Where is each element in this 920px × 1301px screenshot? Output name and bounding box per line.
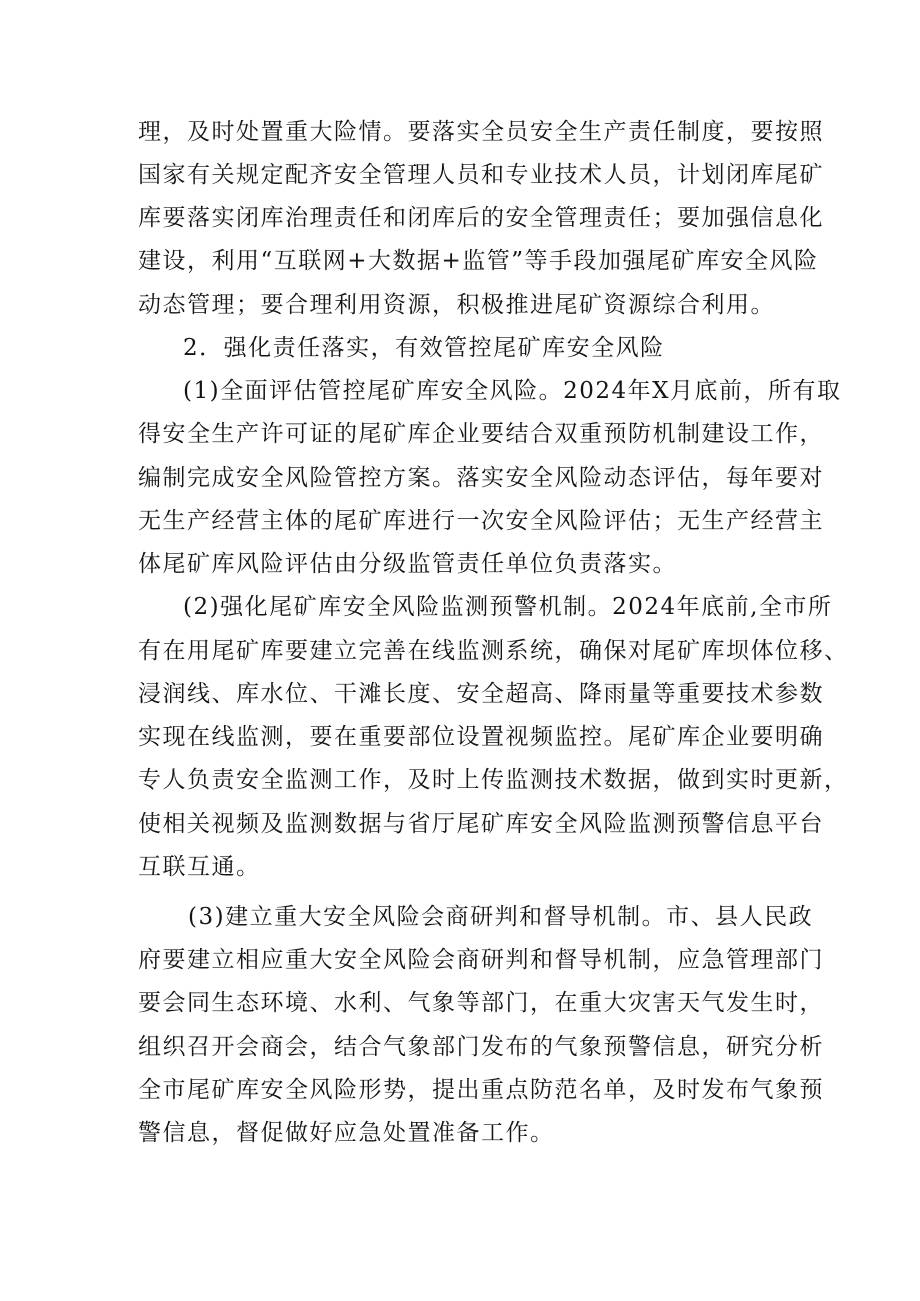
paragraph-line: 理，及时处置重大险情。要落实全员安全生产责任制度，要按照 [138,119,824,145]
paragraph-line: 有在用尾矿库要建立完善在线监测系统，确保对尾矿库坝体位移、 [138,638,849,664]
paragraph-line: 实现在线监测，要在重要部位设置视频监控。尾矿库企业要明确 [138,724,824,750]
paragraph-line: 无生产经营主体的尾矿库进行一次安全风险评估；无生产经营主 [138,508,824,534]
paragraph-line: 库要落实闭库治理责任和闭库后的安全管理责任；要加强信息化 [138,205,824,231]
paragraph-line: 全市尾矿库安全风险形势，提出重点防范名单，及时发布气象预 [138,1077,824,1103]
paragraph-line: 府要建立相应重大安全风险会商研判和督导机制，应急管理部门 [138,947,824,973]
section-heading: 2．强化责任落实，有效管控尾矿库安全风险 [183,335,665,361]
paragraph-line: 专人负责安全监测工作，及时上传监测技术数据，做到实时更新， [138,767,849,793]
paragraph-line: 动态管理；要合理利用资源，积极推进尾矿资源综合利用。 [138,292,775,318]
paragraph-line: 使相关视频及监测数据与省厅尾矿库安全风险监测预警信息平台 [138,811,824,837]
paragraph-line: (1)全面评估管控尾矿库安全风险。2024年X月底前，所有取 [183,378,842,404]
paragraph-line: 警信息，督促做好应急处置准备工作。 [138,1120,555,1146]
paragraph-line: 要会同生态环境、水利、气象等部门，在重大灾害天气发生时， [138,990,824,1016]
paragraph-line: (3)建立重大安全风险会商研判和督导机制。市、县人民政 [188,904,814,930]
paragraph-line: 建设，利用“互联网+大数据+监管”等手段加强尾矿库安全风险 [138,248,819,274]
paragraph-line: 国家有关规定配齐安全管理人员和专业技术人员，计划闭库尾矿 [138,162,824,188]
paragraph-line: (2)强化尾矿库安全风险监测预警机制。2024年底前,全市所 [183,594,833,620]
paragraph-line: 得安全生产许可证的尾矿库企业要结合双重预防机制建设工作， [138,421,824,447]
paragraph-line: 浸润线、库水位、干滩长度、安全超高、降雨量等重要技术参数 [138,681,824,707]
paragraph-line: 编制完成安全风险管控方案。落实安全风险动态评估，每年要对 [138,465,824,491]
paragraph-line: 体尾矿库风险评估由分级监管责任单位负责落实。 [138,551,677,577]
paragraph-line: 组织召开会商会，结合气象部门发布的气象预警信息，研究分析 [138,1034,824,1060]
paragraph-line: 互联互通。 [138,854,261,880]
